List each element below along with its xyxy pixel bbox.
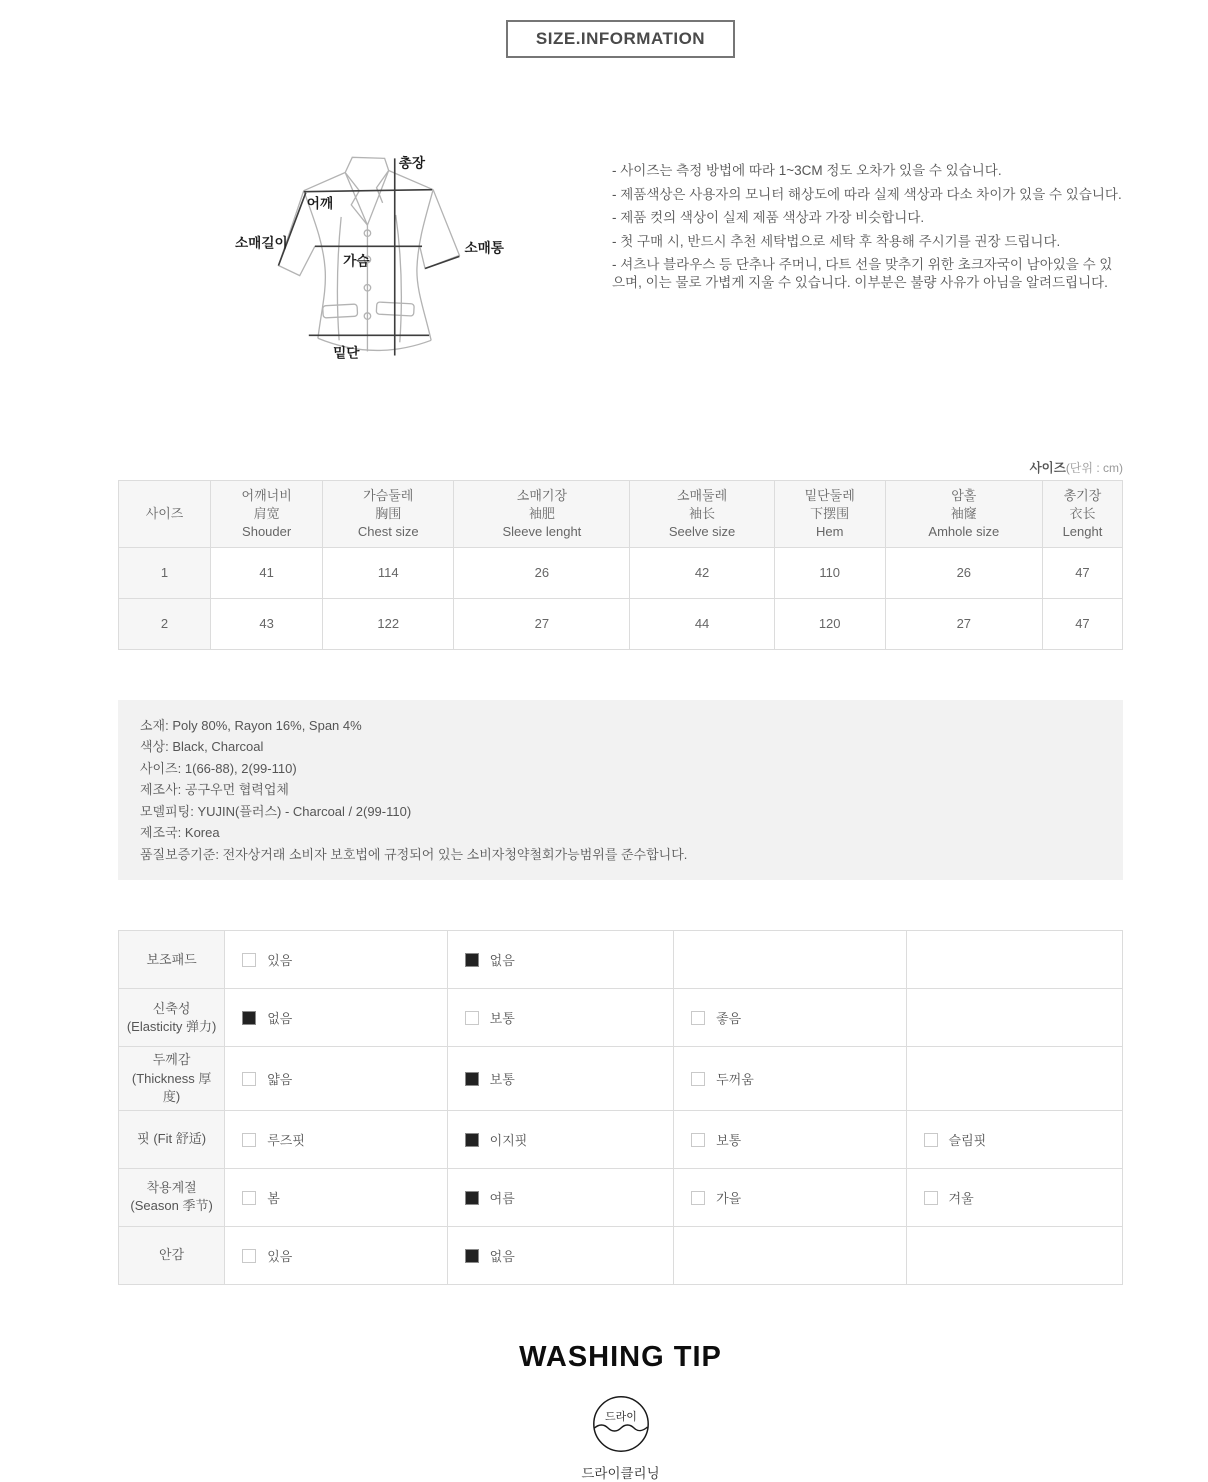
value-cell: 122 [323, 598, 454, 649]
header-zh: 袖肥 [528, 505, 555, 521]
option-label: 없음 [489, 1248, 515, 1264]
option-row-fit [119, 1110, 1123, 1168]
dry-clean-caption: 드라이클리닝 [581, 1465, 660, 1481]
checkbox-icon [242, 953, 256, 967]
checkbox-icon [924, 1133, 938, 1147]
size-unit-label [118, 458, 1123, 476]
header-en: Shouder [242, 523, 292, 539]
value-cell: 120 [774, 598, 885, 649]
size-unit-label-bold: 사이즈 [1029, 461, 1066, 475]
size-table-header-row [119, 481, 1123, 548]
option-cell-empty [906, 989, 1122, 1047]
checkbox-icon [465, 1133, 479, 1147]
note-line: - 사이즈는 측정 방법에 따라 1~3CM 정도 오차가 있을 수 있습니다. [612, 163, 1002, 178]
header-ko: 소매기장 [516, 488, 568, 503]
checkbox-icon [691, 1133, 705, 1147]
header-chest [323, 481, 454, 548]
option-label: 가을 [716, 1190, 742, 1206]
label-sleeve-length: 소매길이 [235, 235, 288, 251]
size-table-row-1 [119, 547, 1123, 598]
label-sleeve-width: 소매통 [464, 240, 504, 256]
option-label: 있음 [267, 1248, 293, 1264]
label-total-length: 총장 [398, 155, 426, 171]
header-en: Hem [815, 523, 844, 539]
checkbox-icon [691, 1011, 705, 1025]
checkbox-icon [924, 1191, 938, 1205]
option-cell [447, 1110, 673, 1168]
option-cell-empty [906, 931, 1122, 989]
option-label: 보통 [716, 1132, 742, 1148]
note-line: - 첫 구매 시, 반드시 추천 세탁법으로 세탁 후 착용해 주시기를 권장 드립니다. [612, 233, 1061, 249]
option-row-label: 신축성 (Elasticity 弹力) [119, 989, 225, 1047]
diagram-and-notes [118, 146, 1123, 384]
header-length [1042, 481, 1122, 548]
value-cell: 47 [1042, 547, 1122, 598]
page-title: SIZE.INFORMATION [506, 20, 735, 58]
option-label: 두꺼움 [716, 1072, 754, 1088]
checkbox-icon [242, 1191, 256, 1205]
option-cell [225, 931, 447, 989]
header-ko: 밑단둘레 [804, 488, 855, 503]
option-cell-empty [906, 1047, 1122, 1111]
value-cell: 27 [454, 598, 630, 649]
option-row-label: 핏 (Fit 舒适) [119, 1110, 225, 1168]
option-row-thickness [119, 1047, 1123, 1111]
header-en: Sleeve lenght [502, 523, 582, 539]
option-cell [906, 1110, 1122, 1168]
value-cell: 26 [454, 547, 630, 598]
option-cell [447, 931, 673, 989]
option-row-elasticity [119, 989, 1123, 1047]
size-cell: 2 [119, 598, 211, 649]
product-info-box [118, 700, 1123, 881]
header-hem [774, 481, 885, 548]
size-notes [612, 146, 1122, 297]
header-zh: 胸围 [375, 505, 402, 521]
option-cell [225, 1168, 447, 1226]
option-row-label: 보조패드 [119, 931, 225, 989]
header-sleeve-size [630, 481, 774, 548]
product-options-table [118, 930, 1123, 1285]
checkbox-icon [242, 1072, 256, 1086]
value-cell: 27 [885, 598, 1042, 649]
checkbox-icon [242, 1249, 256, 1263]
header-zh: 下摆围 [810, 505, 850, 521]
value-cell: 44 [630, 598, 774, 649]
header-sleeve-length [454, 481, 630, 548]
size-table [118, 480, 1123, 650]
checkbox-icon [465, 953, 479, 967]
label-shoulder: 어깨 [306, 195, 334, 211]
option-cell [225, 1226, 447, 1284]
header-armhole [885, 481, 1042, 548]
value-cell: 47 [1042, 598, 1122, 649]
option-cell [225, 989, 447, 1047]
option-label: 보통 [489, 1011, 515, 1027]
checkbox-icon [242, 1133, 256, 1147]
header-ko: 가슴둘레 [363, 488, 414, 503]
option-cell [447, 1168, 673, 1226]
option-label: 여름 [489, 1190, 515, 1206]
option-cell-empty [674, 931, 906, 989]
dry-clean-icon-wrap [118, 1394, 1123, 1482]
info-line-warranty: 품질보증기준: 전자상거래 소비자 보호법에 규정되어 있는 소비자청약철회가능범위를 준수합니다. [140, 846, 688, 862]
header-en: Chest size [357, 523, 419, 539]
page-content [118, 0, 1123, 1482]
option-label: 이지핏 [489, 1132, 528, 1148]
option-cell [225, 1047, 447, 1111]
header-zh: 袖窿 [950, 505, 977, 521]
header-ko: 총기장 [1063, 488, 1102, 503]
label-hem: 밑단 [333, 345, 360, 361]
header-zh: 肩宽 [253, 505, 280, 521]
dry-clean-icon [591, 1394, 651, 1454]
value-cell: 43 [211, 598, 323, 649]
option-label: 슬림핏 [948, 1132, 987, 1148]
value-cell: 110 [774, 547, 885, 598]
checkbox-icon [465, 1011, 479, 1025]
size-cell: 1 [119, 547, 211, 598]
option-row-label: 착용계절 (Season 季节) [119, 1168, 225, 1226]
option-label: 없음 [267, 1011, 293, 1027]
info-line-manufacturer: 제조사: 공구우먼 협력업체 [140, 782, 289, 798]
info-line-model-fitting: 모델피팅: YUJIN(플러스) - Charcoal / 2(99-110) [140, 803, 412, 819]
option-cell [674, 1047, 906, 1111]
value-cell: 114 [323, 547, 454, 598]
option-label: 봄 [267, 1190, 280, 1206]
option-row-label: 두께감 (Thickness 厚度) [119, 1047, 225, 1111]
washing-tip-title: WASHING TIP [519, 1340, 722, 1373]
header-size: 사이즈 [119, 481, 211, 548]
header-en: Lenght [1062, 523, 1103, 539]
option-label: 얇음 [267, 1072, 293, 1088]
garment-measurement-diagram [234, 146, 512, 384]
size-table-section [118, 458, 1123, 650]
option-row-lining [119, 1226, 1123, 1284]
info-line-material: 소재: Poly 80%, Rayon 16%, Span 4% [140, 717, 362, 733]
option-label: 루즈핏 [267, 1132, 305, 1148]
header-ko: 암홀 [951, 488, 977, 503]
header-ko: 소매둘레 [676, 488, 728, 503]
size-unit-label-rest: (단위 : cm) [1065, 461, 1123, 475]
value-cell: 42 [630, 547, 774, 598]
option-label: 보통 [489, 1072, 515, 1088]
header-en: Seelve size [668, 523, 736, 539]
option-cell [674, 1168, 906, 1226]
header-shoulder [211, 481, 323, 548]
size-table-row-2 [119, 598, 1123, 649]
value-cell: 41 [211, 547, 323, 598]
option-cell [674, 989, 906, 1047]
info-line-size: 사이즈: 1(66-88), 2(99-110) [140, 760, 297, 776]
option-row-pad [119, 931, 1123, 989]
option-label: 좋음 [716, 1011, 742, 1027]
option-label: 있음 [267, 953, 293, 969]
checkbox-icon [691, 1072, 705, 1086]
info-line-country: 제조국: Korea [140, 825, 220, 841]
option-label: 없음 [489, 953, 515, 969]
option-cell-empty [674, 1226, 906, 1284]
value-cell: 26 [885, 547, 1042, 598]
option-cell [906, 1168, 1122, 1226]
header-ko: 어깨너비 [241, 488, 292, 503]
header-zh: 衣长 [1069, 505, 1096, 521]
option-row-label: 안감 [119, 1226, 225, 1284]
checkbox-icon [242, 1011, 256, 1025]
header-zh: 袖长 [689, 505, 716, 521]
checkbox-icon [465, 1249, 479, 1263]
note-line: - 제품색상은 사용자의 모니터 해상도에 따라 실제 색상과 다소 차이가 있을 수 있습니다. [612, 186, 1122, 202]
option-cell [447, 989, 673, 1047]
info-line-color: 색상: Black, Charcoal [140, 739, 264, 755]
checkbox-icon [465, 1191, 479, 1205]
note-line: - 셔츠나 블라우스 등 단추나 주머니, 다트 선을 맞추기 위한 초크자국이 남아있을 수 있으며, 이는 물로 가볍게 지울 수 있습니다. 이부분은 불량 사유가 아님을 알려드립니다. [612, 257, 1113, 290]
header-en: Amhole size [928, 523, 1000, 539]
option-row-season [119, 1168, 1123, 1226]
dry-icon-label: 드라이 [604, 1410, 637, 1423]
option-cell [447, 1047, 673, 1111]
title-section [118, 0, 1123, 58]
option-cell [674, 1110, 906, 1168]
label-chest: 가슴 [343, 253, 370, 269]
checkbox-icon [465, 1072, 479, 1086]
option-cell-empty [906, 1226, 1122, 1284]
note-line: - 제품 컷의 색상이 실제 제품 색상과 가장 비슷합니다. [612, 210, 925, 226]
option-cell [225, 1110, 447, 1168]
checkbox-icon [691, 1191, 705, 1205]
option-label: 겨울 [948, 1190, 974, 1206]
option-cell [447, 1226, 673, 1284]
